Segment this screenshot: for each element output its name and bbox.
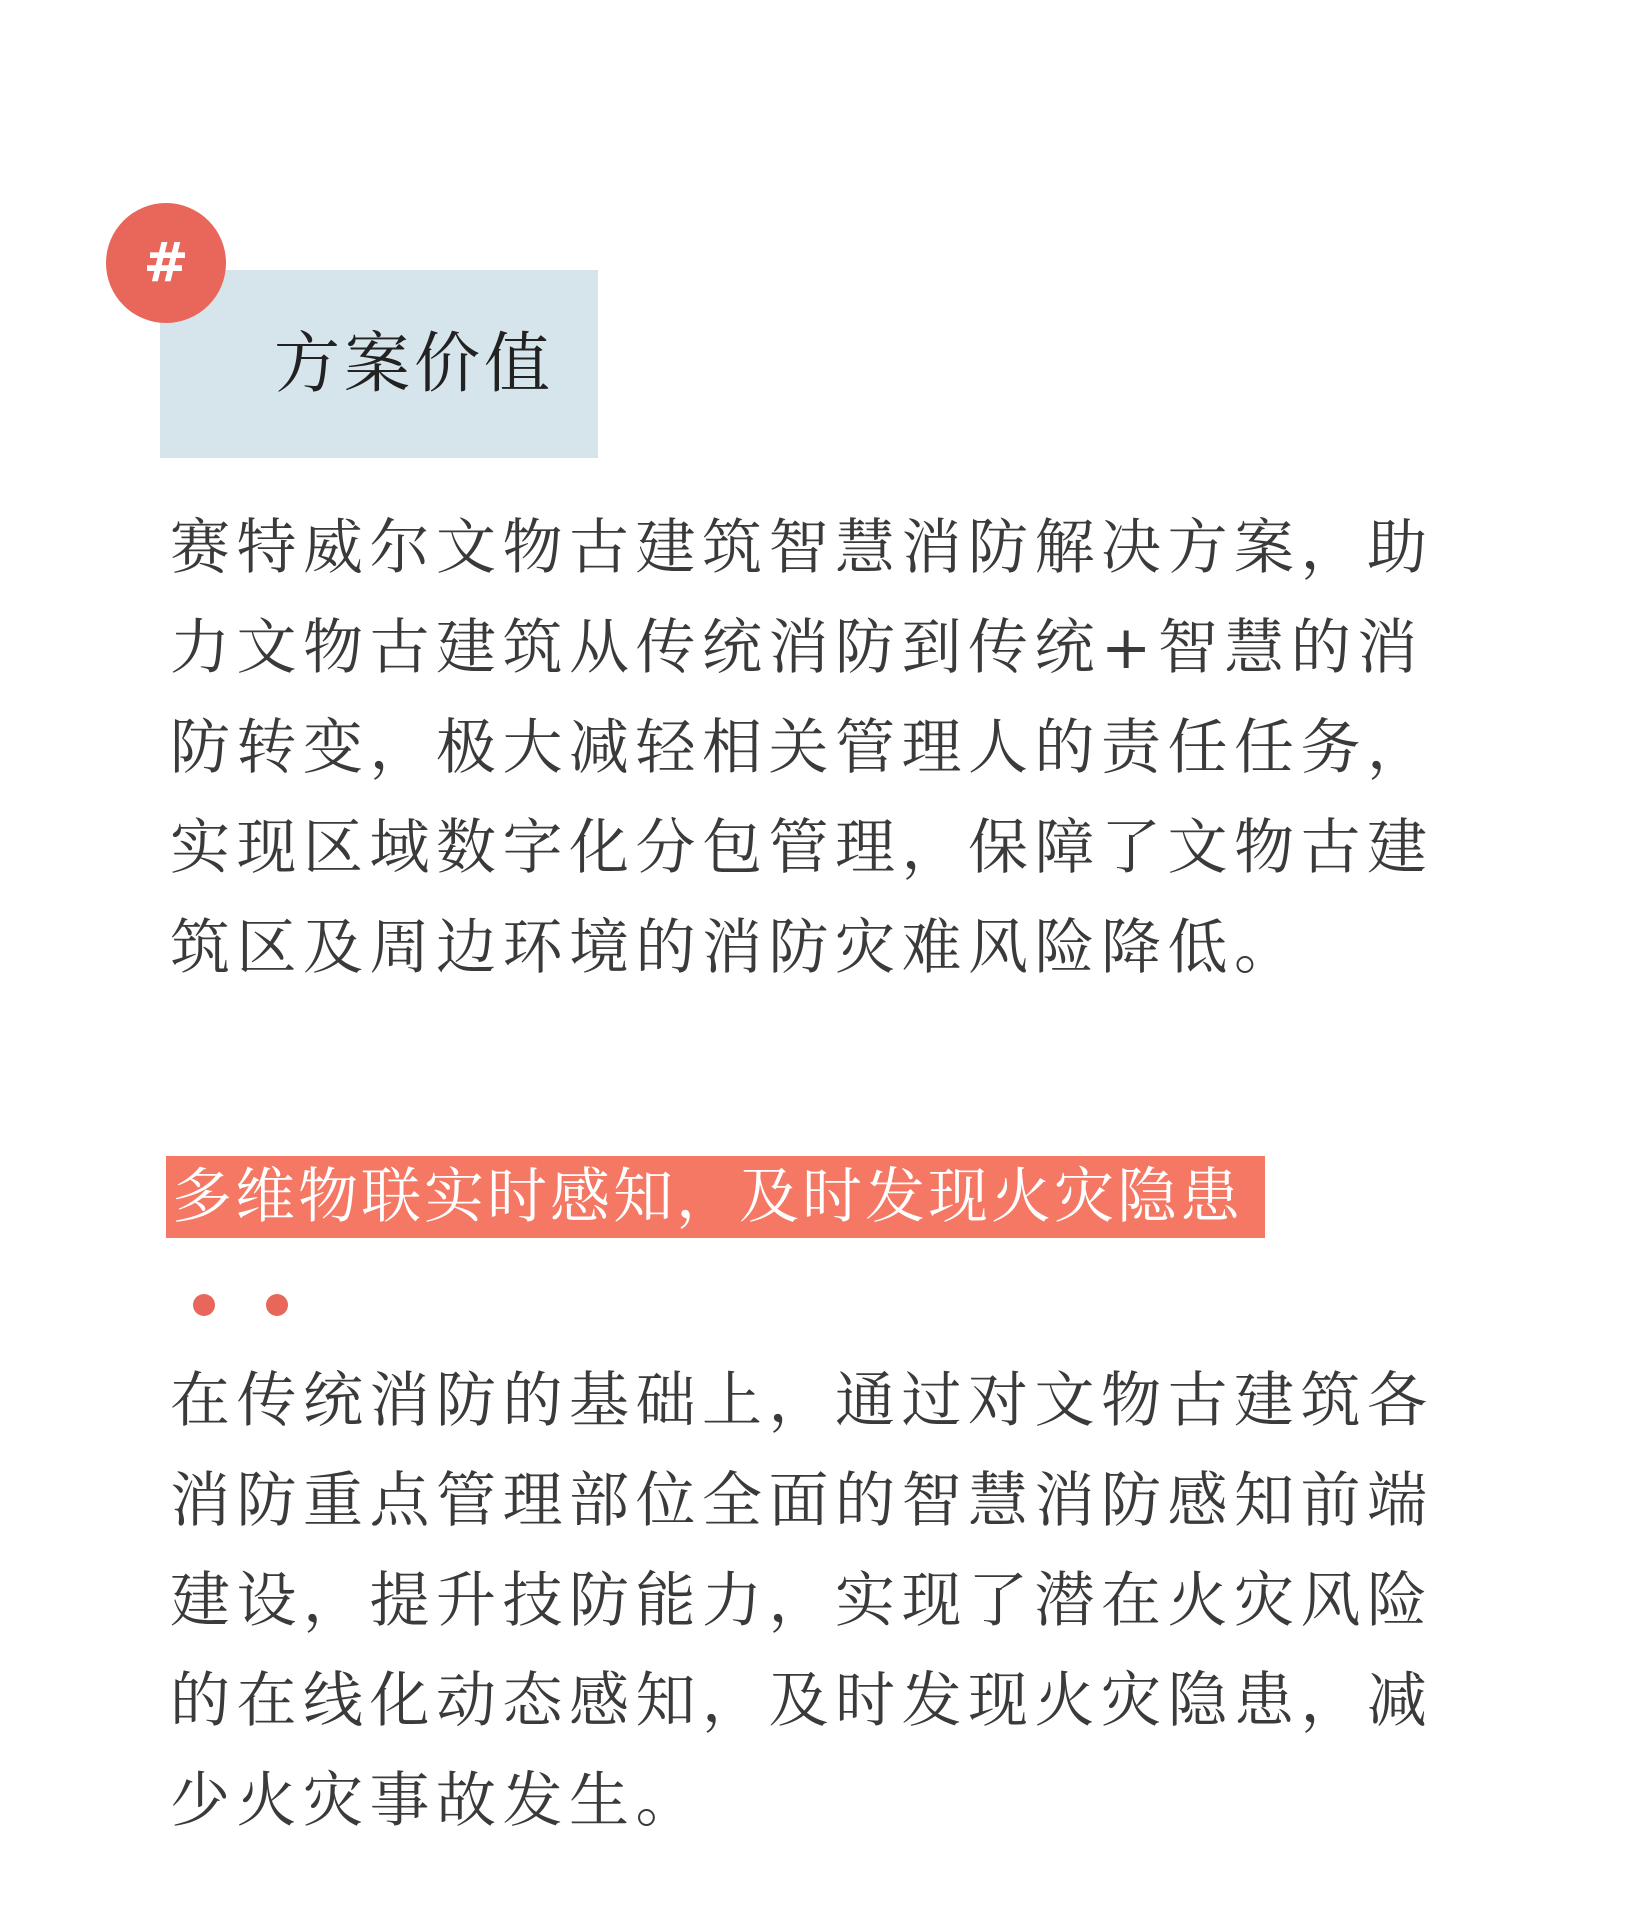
intro-paragraph: 赛特威尔文物古建筑智慧消防解决方案，助力文物古建筑从传统消防到传统+智慧的消防转变，极大减轻相关管理人的责任任务，实现区域数字化分包管理，保障了文物古建筑区及周边环境的消防灾难风险降低。 bbox=[170, 513, 1434, 983]
feature-heading: 多维物联实时感知，及时发现火灾隐患 bbox=[166, 1156, 1265, 1238]
section-title-box bbox=[160, 270, 598, 458]
hash-icon: # bbox=[106, 203, 226, 323]
decorative-dot-icon bbox=[193, 1294, 215, 1316]
decorative-dot-icon bbox=[266, 1294, 288, 1316]
section-title: 方案价值 bbox=[274, 325, 554, 402]
feature-paragraph: 在传统消防的基础上，通过对文物古建筑各消防重点管理部位全面的智慧消防感知前端建设，提升技防能力，实现了潜在火灾风险的在线化动态感知，及时发现火灾隐患，减少火灾事故发生。 bbox=[170, 1366, 1434, 1836]
